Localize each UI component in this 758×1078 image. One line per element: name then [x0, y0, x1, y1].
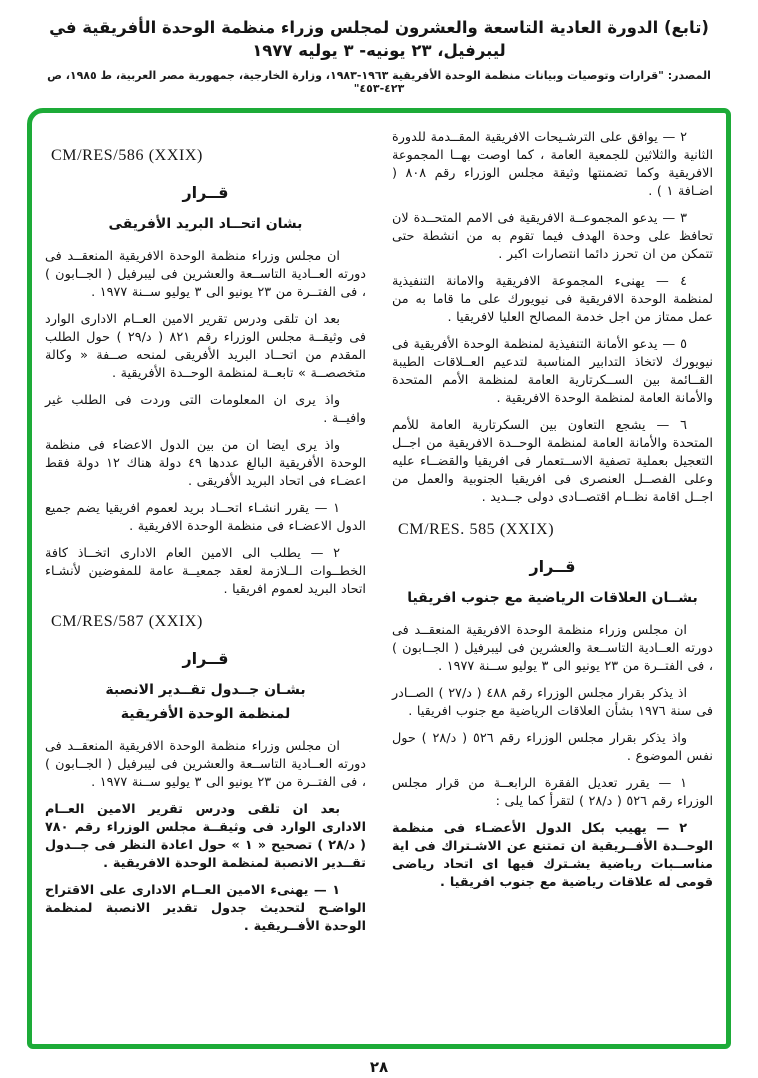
paragraph: ٦ — يشجع التعاون بين السكرتارية العامة للأمم المتحدة والأمانة العامة لمنظمة الوحــدة الافريقية من اجــل التعجيل بعملية تصفية الاســتعمار فى افريقيا والقضــاء عليه وعلى الفصــل العنصرى فى افريقيا الجنوبية والعمل من اجــل اقامة نظــام اقتصــادى دولى جــديد .	[392, 418, 713, 506]
paragraph: ٣ — يدعو المجموعــة الافريقية فى الامم المتحــدة لان تحافظ على وحدة الهدف فيما تقوم به من انشطة حتى تتمكن من ان تحرز دائما انتصارات اكبر .	[392, 211, 713, 263]
paragraph: واذ يذكر بقرار مجلس الوزراء رقم ٥٢٦ ( د/٢٨ ) حول نفس الموضوع .	[392, 731, 713, 765]
paragraph: ان مجلس وزراء منظمة الوحدة الافريقية المنعقــد فى دورته العــادية التاســعة والعشرين فى ليبرفيل ( الجــابون ) ، فى الفتــرة من ٢٣ يونيو الى ٣ يوليو ســنة ١٩٧٧ .	[45, 739, 366, 791]
decision-subject: بشــان العلاقات الرياضية مع جنوب افريقيا	[407, 590, 698, 607]
decision-heading: قــرار	[182, 649, 229, 669]
decision-heading: قــرار	[529, 557, 576, 577]
paragraph: واذ يرى ان المعلومات التى وردت فى الطلب غير وافيــة .	[45, 393, 366, 427]
column-right	[392, 129, 713, 1034]
paragraph: اذ يذكر بقرار مجلس الوزراء رقم ٤٨٨ ( د/٢٧ ) الصــادر فى سنة ١٩٧٦ بشأن العلاقات الرياضية مع جنوب افريقيا .	[392, 686, 713, 720]
column-left	[45, 129, 366, 1034]
decision-heading: قــرار	[182, 183, 229, 203]
decision-subject: لمنظمة الوحدة الأفريقية	[120, 706, 291, 723]
green-frame	[27, 108, 731, 1049]
page-number: ٢٨	[369, 1058, 389, 1077]
decision-subject: بشـان جــدول تقــدير الانصبة	[105, 682, 306, 699]
page-header	[0, 0, 758, 95]
paragraph: ٤ — يهنىء المجموعة الافريقية والامانة التنفيذية لمنظمة الوحدة الافريقية فى نيويورك على ما قاما به من عمل ممتاز من اجل خدمة المصالح العليا لافريقيا .	[392, 274, 713, 326]
paragraph: واذ يرى ايضا ان من بين الدول الاعضاء فى منظمة الوحدة الأفريقية البالغ عددها ٤٩ دولة هناك ١٢ دولة فقط اعضـاء فى اتحاد البريد الأفريقى .	[45, 438, 366, 490]
two-column-layout	[45, 129, 713, 1034]
source-citation: المصدر: "قرارات وتوصيات وبيانات منظمة الوحدة الأفريقية ١٩٦٣-١٩٨٣، وزارة الخارجية، جمهورية مصر العربية، ط ١٩٨٥، ص ٤٢٣-٤٥٣"	[47, 69, 711, 96]
resolution-code: CM/RES/587 (XXIX)	[51, 613, 203, 631]
paragraph: ٢ — يهيب بكل الدول الأعضـاء فى منظمة الوحــدة الأفــريقية ان تمتنع عن الاشـتراك فى اية مناســبات رياضية يشـترك فيها اى اتحاد رياضى قومى له علاقات رياضية مع جنوب افريقيا .	[392, 821, 713, 891]
paragraph: ١ — يهنىء الامين العــام الادارى على الاقتراح الواضـح لتحديث جدول تقدير الانصبة لمنظمة الوحدة الأفــريقية .	[45, 883, 366, 935]
paragraph: ١ — يقرر تعديل الفقرة الرابعــة من قرار مجلس الوزراء رقم ٥٢٦ ( د/٢٨ ) لتقرأ كما يلى :	[392, 776, 713, 810]
resolution-code: CM/RES. 585 (XXIX)	[398, 521, 555, 539]
paragraph: بعد ان تلقى ودرس تقرير الامين العــام الادارى الوارد فى وثيقــة مجلس الوزراء رقم ٨٢١ ( د/٢٩ ) حول الطلب المقدم من اتحــاد البريد الأفريقى لمنحه صــفة « وكالة متخصصــة » تابعــة لمنظمة الوحــدة الأفريقية .	[45, 312, 366, 382]
session-title: (تابع) الدورة العادية التاسعة والعشرون لمجلس وزراء منظمة الوحدة الأفريقية في ليبرفيل، ٢٣ يونيه- ٣ يوليه ١٩٧٧	[49, 18, 709, 61]
paragraph: ٢ — يطلب الى الامين العام الادارى اتخــاذ كافة الخطــوات الــلازمة لعقد جمعيــة عامة للمفوضين لأنشـاء اتحاد البريد لعموم افريقيا .	[45, 546, 366, 598]
paragraph: ١ — يقرر انشـاء اتحــاد بريد لعموم افريقيا يضم جميع الدول الاعضـاء فى منظمة الوحدة الافريقية .	[45, 501, 366, 535]
paragraph: ان مجلس وزراء منظمة الوحدة الافريقية المنعقــد فى دورته العــادية التاســعة والعشرين فى ليبرفيل ( الجــابون ) ، فى الفتــرة من ٢٣ يونيو الى ٣ يوليو ســنة ١٩٧٧ .	[45, 249, 366, 301]
paragraph: ٢ — يوافق على الترشـيحات الافريقية المقــدمة للدورة الثانية والثلاثين للجمعية العامة ، كما اوصت بهــا المجموعة الافريقية وكما تضمنتها وثيقة مجلس الوزراء رقم ٨٠٨ ( اضـافة ١ ) .	[392, 130, 713, 200]
paragraph: بعد ان تلقى ودرس تقرير الامين العــام الادارى الوارد فى وثيقــة مجلس الوزراء رقم ٧٨٠ ( د/٢٨ ) تصحيح « ١ » حول اعادة النظر فى جــدول تقــدير الانصبة لمنظمة الوحدة الافريقية .	[45, 802, 366, 872]
paragraph: ان مجلس وزراء منظمة الوحدة الافريقية المنعقــد فى دورته العــادية التاســعة والعشرين فى ليبرفيل ( الجــابون ) ، فى الفتــرة من ٢٣ يونيو الى ٣ يوليو ســنة ١٩٧٧ .	[392, 623, 713, 675]
paragraph: ٥ — يدعو الأمانة التنفيذية لمنظمة الوحدة الأفريقية فى نيويورك لاتخاذ التدابير المناسبة لتدعيم العــلاقات الطيبة القــائمة بين الســكرتارية العامة لمنظمة الأمم المتحدة والأمانة العامة لمنظمة الوحدة الافريقية .	[392, 337, 713, 407]
resolution-code: CM/RES/586 (XXIX)	[51, 147, 203, 165]
decision-subject: بشان اتحــاد البريد الأفريقى	[108, 216, 303, 233]
